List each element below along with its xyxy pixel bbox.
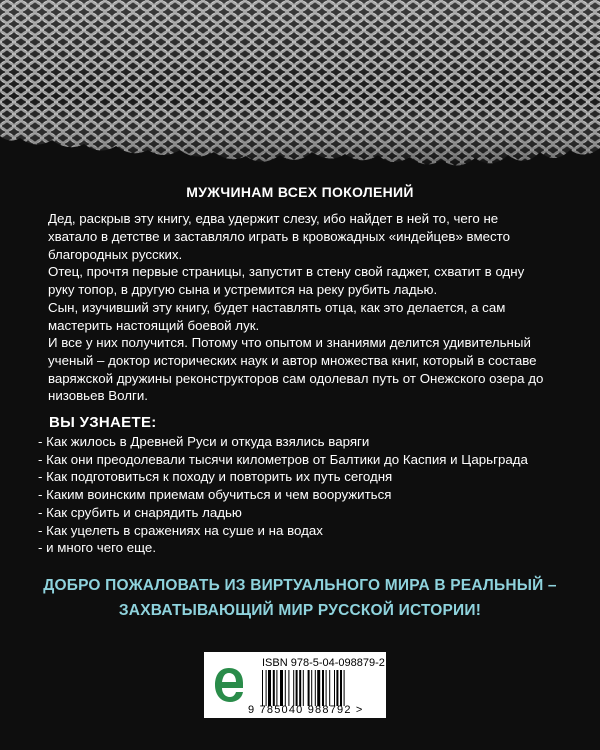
welcome-line-1: ДОБРО ПОЖАЛОВАТЬ ИЗ ВИРТУАЛЬНОГО МИРА В РЕАЛЬНЫЙ – — [43, 577, 557, 594]
paragraph-grandfather: Дед, раскрыв эту книгу, едва удержит слезу, ибо найдет в ней то, чего не хватало в детстве и заставляло играть в кровожадных «индейцев» вместо благородных русских. — [48, 211, 510, 262]
publisher-logo-icon — [212, 664, 246, 706]
learn-item: - Как уцелеть в сражениях на суше и на водах — [38, 522, 323, 538]
section-heading: МУЖЧИНАМ ВСЕХ ПОКОЛЕНИЙ — [186, 184, 414, 200]
barcode-panel — [204, 652, 386, 718]
barcode-number: 9 785040 988792 > — [248, 704, 364, 716]
welcome-line-2: ЗАХВАТЫВАЮЩИЙ МИР РУССКОЙ ИСТОРИИ! — [118, 602, 482, 619]
learn-item: - Как жилось в Древней Руси и откуда взялись варяги — [38, 434, 370, 449]
learn-item: - и много чего еще. — [38, 540, 157, 556]
learn-item: - Как срубить и снарядить ладью — [38, 504, 242, 520]
paragraph-father: Отец, прочтя первые страницы, запустит в стену свой гаджет, схватит в одну руку топор, в другую сына и устремится на реку рубить ладью. — [48, 264, 525, 297]
learn-heading: ВЫ УЗНАЕТЕ: — [49, 414, 157, 431]
learn-list — [38, 433, 578, 557]
paragraph-son: Сын, изучивший эту книгу, будет наставлять отца, как это делается, а сам мастерить настоящий боевой лук. — [48, 300, 506, 333]
learn-item: - Каким воинским приемам обучиться и чем вооружиться — [38, 487, 392, 503]
learn-item: - Как они преодолевали тысячи километров от Балтики до Каспия и Царьграда — [38, 451, 528, 467]
paragraph-author: И все у них получится. Потому что опытом и знаниями делится удивительный ученый – доктор исторических наук и автор множества книг, который в составе варяжской дружины реконструкторов сам одолевал путь от Онежского озера до низовьев Волги. — [48, 335, 544, 404]
isbn-label: ISBN 978-5-04-098879-2 — [262, 657, 385, 669]
learn-item: - Как подготовиться к походу и повторить их путь сегодня — [38, 469, 393, 485]
chainmail-texture — [0, 0, 600, 175]
barcode-bars — [262, 670, 374, 706]
